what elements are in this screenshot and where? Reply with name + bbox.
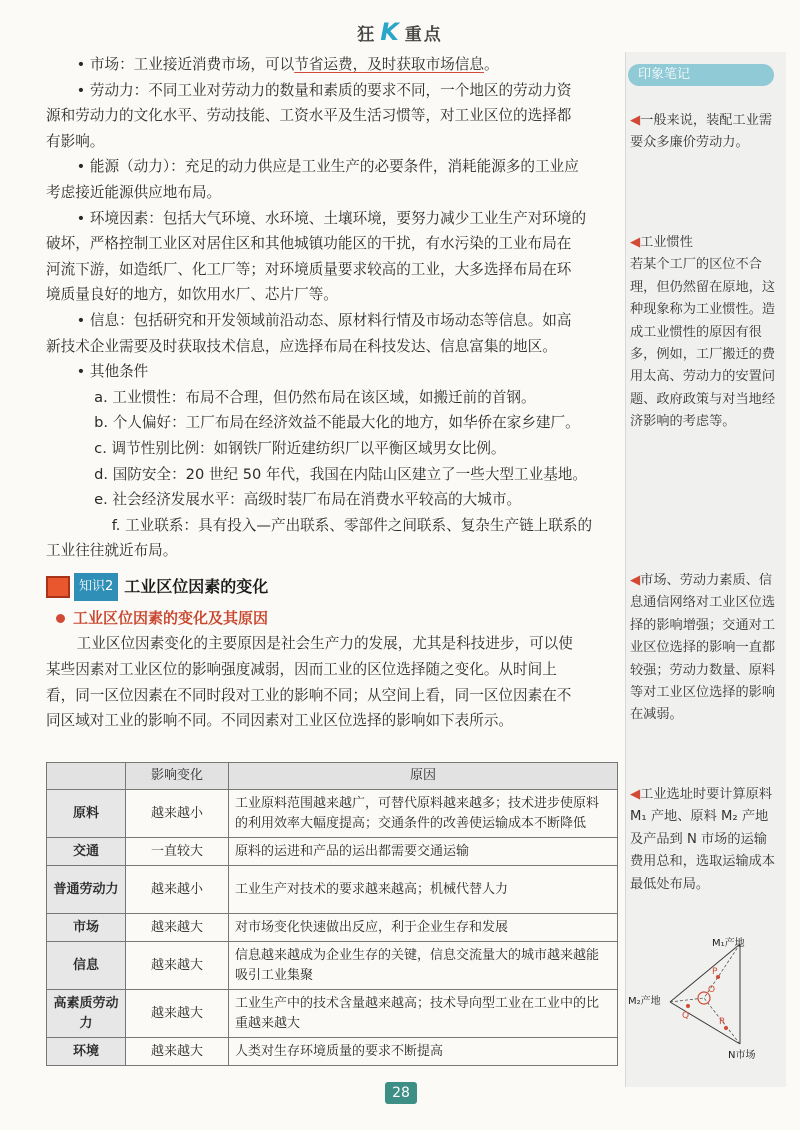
table-cell-reason: 工业生产中的技术含量越来越高；技术导向型工业在工业中的比重越来越大	[229, 990, 618, 1038]
other-title: • 其他条件	[76, 363, 149, 381]
main-content	[46, 52, 620, 734]
table-cell-change: 越来越大	[126, 942, 229, 990]
table-header-row	[47, 763, 618, 790]
label-r: R	[719, 1017, 726, 1027]
bullet-info-l2: 新技术企业需要及时获取技术信息，应选择布局在科技发达、信息富集的地区。	[46, 337, 557, 355]
label-q: Q	[682, 1011, 690, 1021]
table-row	[47, 942, 618, 990]
leaf-bullet-icon	[56, 614, 65, 623]
other-item-f-l1: f. 工业联系：具有投入—产出联系、零部件之间联系、复杂生产链上联系的	[111, 516, 593, 534]
header-post: 重点	[404, 25, 443, 45]
table-cell-reason: 人类对生存环境质量的要求不断提高	[229, 1038, 618, 1066]
arrow-icon: ◀	[630, 235, 641, 250]
table-cell-factor: 普通劳动力	[47, 866, 126, 914]
table-cell-change: 一直较大	[126, 838, 229, 866]
other-item-c: c. 调节性别比例：如钢铁厂附近建纺织厂以平衡区域男女比例。	[94, 439, 506, 457]
para-l2: 某些因素对工业区位的影响强度减弱，因而工业的区位选择随之变化。从时间上	[46, 661, 557, 679]
other-item-f-l2: 工业往往就近布局。	[46, 542, 178, 560]
bullet-labor-l2: 源和劳动力的文化水平、劳动技能、工资水平及生活习惯等，对工业区位的选择都	[46, 107, 572, 125]
para-l1: 工业区位因素变化的主要原因是社会生产力的发展，尤其是科技进步，可以使	[76, 635, 573, 653]
para-l3: 看，同一区位因素在不同时段对工业的影响不同；从空间上看，同一区位因素在不	[46, 686, 572, 704]
table-cell-change: 越来越小	[126, 790, 229, 838]
label-o: O	[708, 985, 716, 995]
table-cell-reason: 信息越来越成为企业生存的关键，信息交流量大的城市越来越能吸引工业集聚	[229, 942, 618, 990]
table-row	[47, 1038, 618, 1066]
table-cell-factor: 信息	[47, 942, 126, 990]
other-item-d: d. 国防安全：20 世纪 50 年代，我国在内陆山区建立了一些大型工业基地。	[94, 465, 587, 483]
bullet-env-l3: 河流下游，如造纸厂、化工厂等；对环境质量要求较高的工业，大多选择布局在环	[46, 260, 572, 278]
bullet-energy-l1: • 能源（动力）：充足的动力供应是工业生产的必要条件，消耗能源多的工业应	[76, 158, 579, 176]
side-note-3: ◀市场、劳动力素质、信息通信网络对工业区位选择的影响增强；交通对工业区位选择的影响一直都较强；劳动力数量、原料等对工业区位选择的影响在减弱。	[630, 573, 776, 723]
side-note-4: ◀工业选址时要计算原料 M₁ 产地、原料 M₂ 产地及产品到 N 市场的运输费用总和，选取运输成本最低处布局。	[630, 787, 776, 892]
table-cell-change: 越来越大	[126, 990, 229, 1038]
table-cell-reason: 工业原料范围越来越广，可替代原料越来越多；技术进步使原料的利用效率大幅度提高；交通条件的改善使运输成本不断降低	[229, 790, 618, 838]
bullet-energy-l2: 考虑接近能源供应地布局。	[46, 183, 222, 201]
section-tag: 知识2	[74, 573, 118, 601]
header-k-logo: K	[380, 18, 401, 46]
label-m1: M₁产地	[712, 938, 745, 949]
table-row	[47, 990, 618, 1038]
bullet-env-l1: • 环境因素：包括大气环境、水环境、土壤环境，要努力减少工业生产对环境的	[76, 209, 587, 227]
table-row	[47, 838, 618, 866]
side-note-2: ◀工业惯性 若某个工厂的区位不合理，但仍然留在原地，这种现象称为工业惯性。造成工业惯性的原因有很多，例如，工厂搬迁的费用太高、劳动力的安置问题、政府政策与对当地经济影响的考虑等。	[630, 235, 776, 430]
factor-table	[46, 762, 618, 1066]
bullet-labor-l1: • 劳动力：不同工业对劳动力的数量和素质的要求不同，一个地区的劳动力资	[76, 81, 572, 99]
table-row	[47, 914, 618, 942]
label-p: P	[712, 967, 718, 977]
side-note-1: ◀一般来说，装配工业需要众多廉价劳动力。	[630, 113, 773, 151]
page-number: 28	[385, 1082, 417, 1104]
location-triangle-diagram	[628, 932, 778, 1062]
side-badge: 印象笔记	[628, 64, 774, 86]
bullet-env-l4: 境质量良好的地方，如饮用水厂、芯片厂等。	[46, 286, 338, 304]
bullet-market: • 市场：工业接近消费市场，可以节省运费，及时获取市场信息。	[76, 56, 499, 73]
label-n: N市场	[728, 1050, 756, 1061]
section-title: 工业区位因素的变化	[124, 577, 269, 597]
table-cell-factor: 交通	[47, 838, 126, 866]
bullet-labor-l3: 有影响。	[46, 132, 105, 150]
table-cell-change: 越来越大	[126, 914, 229, 942]
table-cell-change: 越来越小	[126, 866, 229, 914]
bullet-info-l1: • 信息：包括研究和开发领域前沿动态、原材料行情及市场动态等信息。如高	[76, 311, 572, 329]
arrow-icon: ◀	[630, 787, 641, 802]
arrow-icon: ◀	[630, 573, 641, 588]
other-item-e: e. 社会经济发展水平：高级时装厂布局在消费水平较高的大城市。	[94, 491, 522, 509]
point-q	[686, 1004, 690, 1008]
table-cell-factor: 环境	[47, 1038, 126, 1066]
subsection-heading: 工业区位因素的变化及其原因	[46, 606, 620, 632]
table-cell-change: 越来越大	[126, 1038, 229, 1066]
other-item-b: b. 个人偏好：工厂布局在经济效益不能最大化的地方，如华侨在家乡建厂。	[94, 414, 580, 432]
other-item-a: a. 工业惯性：布局不合理，但仍然布局在该区域，如搬迁前的首钢。	[94, 388, 536, 406]
table-cell-reason: 对市场变化快速做出反应，利于企业生存和发展	[229, 914, 618, 942]
para-l4: 同区域对工业的影响不同。不同因素对工业区位选择的影响如下表所示。	[46, 712, 514, 730]
section-heading	[46, 574, 620, 600]
table-header: 影响变化	[126, 763, 229, 790]
page-header	[0, 18, 800, 46]
table-cell-reason: 原料的运进和产品的运出都需要交通运输	[229, 838, 618, 866]
header-pre: 狂	[357, 25, 377, 45]
table-cell-factor: 市场	[47, 914, 126, 942]
table-cell-factor: 原料	[47, 790, 126, 838]
table-row	[47, 790, 618, 838]
table-row	[47, 866, 618, 914]
arrow-icon: ◀	[630, 113, 641, 128]
table-cell-reason: 工业生产对技术的要求越来越高；机械代替人力	[229, 866, 618, 914]
book-icon	[46, 576, 70, 598]
label-m2: M₂产地	[628, 996, 661, 1007]
table-header	[47, 763, 126, 790]
table-header: 原因	[229, 763, 618, 790]
bullet-env-l2: 破坏，严格控制工业区对居住区和其他城镇功能区的干扰，有水污染的工业布局在	[46, 235, 572, 253]
table-cell-factor: 高素质劳动力	[47, 990, 126, 1038]
